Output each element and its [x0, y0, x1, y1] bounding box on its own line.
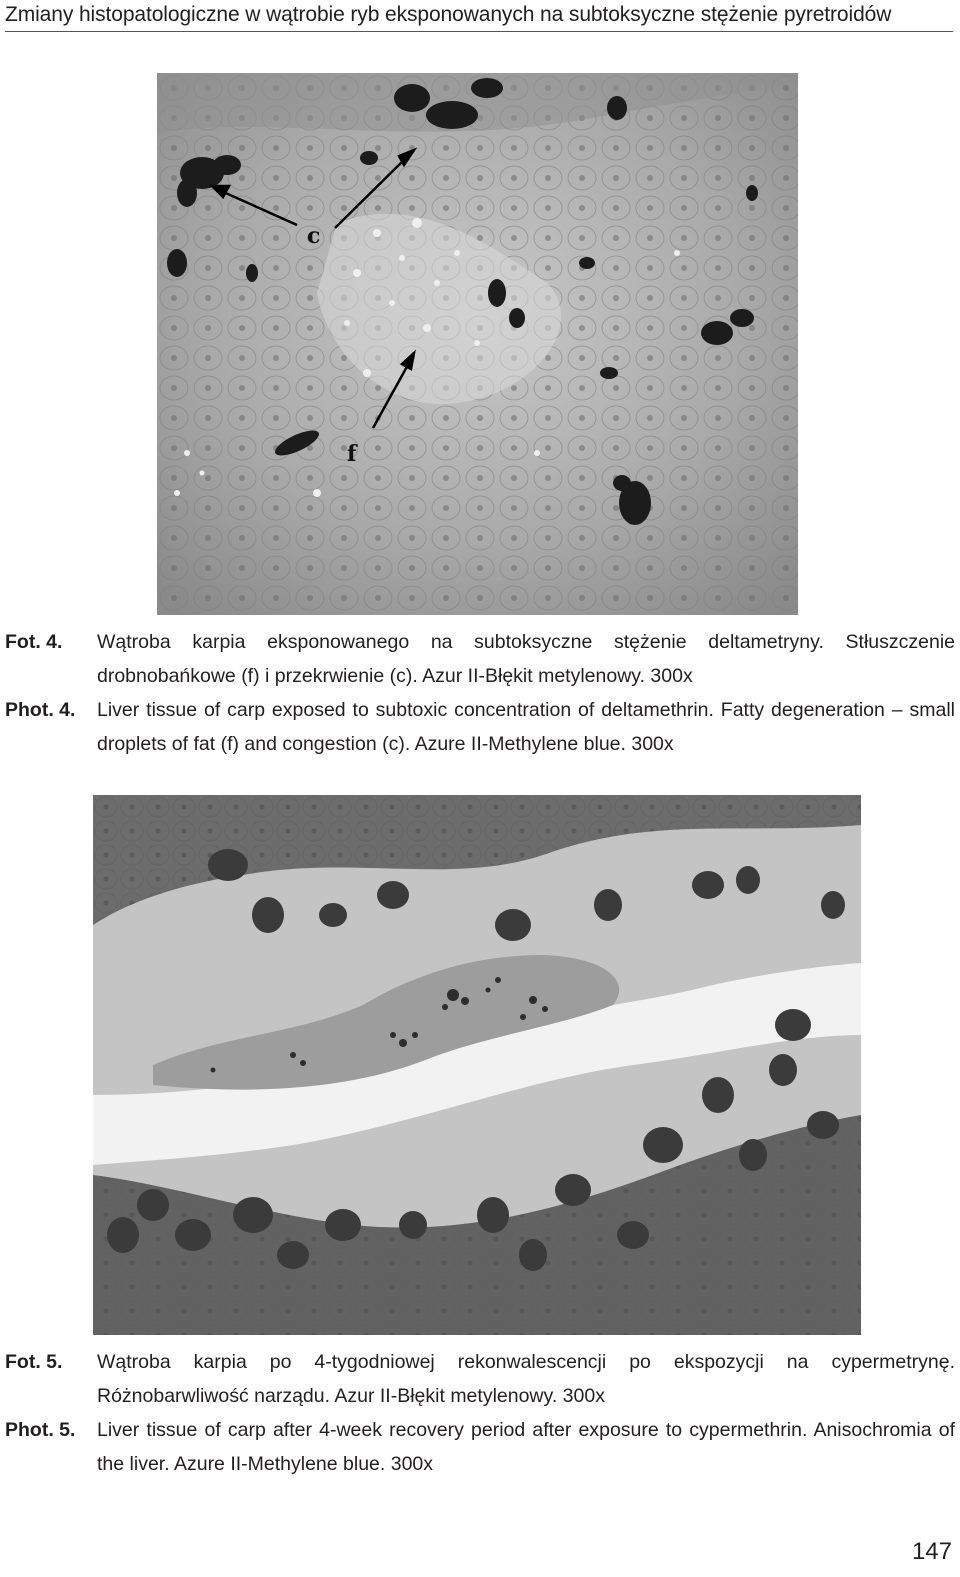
caption-fig5-en: [5, 1413, 955, 1481]
label-c: c: [307, 223, 321, 249]
caption-fig4-pl: [5, 625, 955, 693]
label-f: f: [347, 441, 357, 467]
caption-label: Phot. 5.: [5, 1419, 76, 1441]
caption-text: Wątroba karpia po 4-tygodniowej rekonwalescencji po ekspozycji na cypermetrynę. Różnobarwliwość narządu. Azur II-Błękit metylenowy. 300x: [97, 1351, 955, 1407]
caption-text: Wątroba karpia eksponowanego na subtoksyczne stężenie deltametryny. Stłuszczenie drobnobańkowe (f) i przekrwienie (c). Azur II-Błękit metylenowy. 300x: [97, 631, 955, 687]
caption-fig5-pl: [5, 1345, 955, 1413]
page-number: 147: [911, 1538, 952, 1565]
micrograph-fig5: [93, 795, 861, 1335]
caption-label: Fot. 4.: [5, 631, 63, 653]
caption-text: Liver tissue of carp exposed to subtoxic concentration of deltamethrin. Fatty degeneration – small droplets of fat (f) and congestion (c). Azure II-Methylene blue. 300x: [97, 699, 955, 755]
caption-fig4-en: [5, 693, 955, 761]
caption-fig4: [5, 625, 955, 761]
micrograph-fig4: [157, 73, 798, 615]
caption-text: Liver tissue of carp after 4-week recovery period after exposure to cypermethrin. Anisochromia of the liver. Azure II-Methylene blue. 300x: [97, 1419, 955, 1475]
header-rule: [5, 31, 953, 32]
caption-label: Fot. 5.: [5, 1351, 63, 1373]
micrograph-fig5-image: [93, 795, 861, 1335]
running-header: Zmiany histopatologiczne w wątrobie ryb eksponowanych na subtoksyczne stężenie pyretroidów: [5, 3, 892, 26]
micrograph-fig4-image: [157, 73, 798, 615]
caption-fig5: [5, 1345, 955, 1481]
caption-label: Phot. 4.: [5, 699, 76, 721]
